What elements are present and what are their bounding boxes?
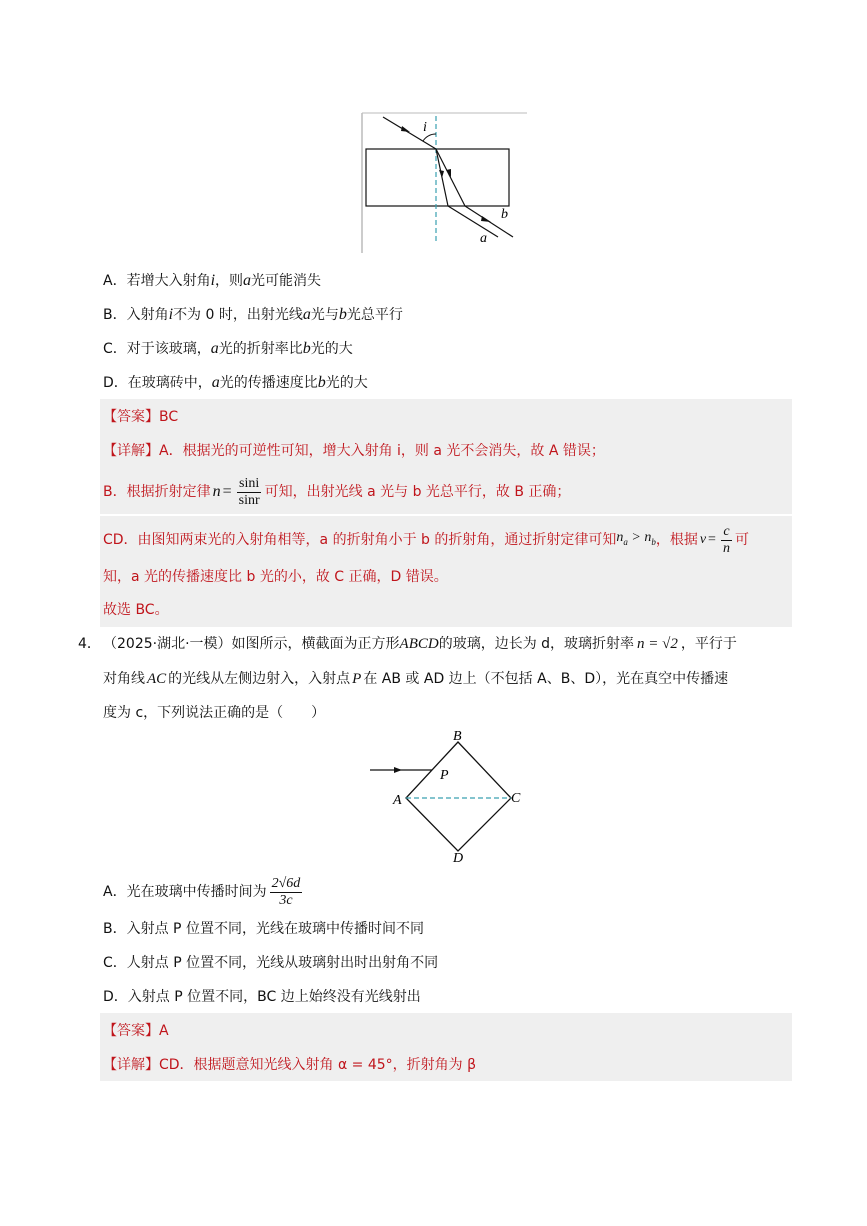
time-fraction: $\frac{2√6d}{3c}$: [271, 875, 301, 908]
vertex-d-label: D: [453, 851, 464, 866]
q3-detail-line-3: CD．由图知两束光的入射角相等，a 的折射角小于 b 的折射角，通过折射定律可知 $n_a > n_b$ ，根据 v = $\frac{c}{n}$ 可: [103, 523, 749, 556]
q3-option-c: C．对于该玻璃，a光的折射率比b光的大: [103, 340, 353, 357]
q4-stem-line-3: 度为 c，下列说法正确的是（ ）: [103, 705, 326, 721]
q3-detail-line-4: 知，a 光的传播速度比 b 光的小，故 C 正确，D 错误。: [103, 569, 448, 585]
q4-option-c: C．人射点 P 位置不同，光线从玻璃射出时出射角不同: [103, 955, 439, 971]
q3-option-b: B．入射角i不为 0 时，出射光线a光与b光总平行: [103, 306, 403, 323]
square-glass-figure: [366, 728, 536, 868]
ray-a-label: a: [480, 231, 487, 246]
q4-option-b: B．入射点 P 位置不同，光线在玻璃中传播时间不同: [103, 921, 424, 937]
q3-answer-box: [100, 399, 792, 627]
refraction-slab-figure: [361, 112, 529, 254]
q4-number: 4．: [78, 636, 101, 652]
q3-answer: 【答案】BC: [103, 409, 179, 425]
q4-option-a: A．光在玻璃中传播时间为 $\frac{2√6d}{3c}$: [103, 875, 301, 908]
vertex-c-label: C: [511, 791, 521, 806]
ray-b-label: b: [501, 207, 508, 222]
q3-detail-line-1: 【详解】A．根据光的可逆性可知，增大入射角 i，则 a 光不会消失，故 A 错误；: [103, 443, 605, 459]
angle-i-label: i: [423, 120, 427, 135]
q3-option-a: A．若增大入射角i，则a光可能消失: [103, 272, 322, 289]
vertex-b-label: B: [453, 729, 462, 744]
snell-fraction: $\frac{\sin i}{\sin r}$: [238, 475, 260, 508]
q4-stem-line-2: 对角线 AC 的光线从左侧边射入，入射点 P 在 AB 或 AD 边上（不包括 A、B、D），光在真空中传播速: [103, 671, 729, 687]
q3-detail-line-2: B．根据折射定律 n = $\frac{\sin i}{\sin r}$ 可知，出射光线 a 光与 b 光总平行，故 B 正确；: [103, 475, 571, 508]
velocity-fraction: $\frac{c}{n}$: [722, 523, 730, 556]
vertex-a-label: A: [393, 793, 402, 808]
q4-stem-line-1: （2025·湖北·一模）如图所示，横截面为正方形ABCD的玻璃，边长为 d，玻璃折射率 n = √2 ，平行于: [103, 636, 737, 652]
q4-answer: 【答案】A: [103, 1023, 169, 1039]
q3-detail-line-5: 故选 BC。: [103, 602, 169, 618]
q4-detail-line-1: 【详解】CD．根据题意知光线入射角 α = 45°，折射角为 β: [103, 1057, 477, 1073]
q4-option-d: D．入射点 P 位置不同，BC 边上始终没有光线射出: [103, 989, 421, 1005]
q3-option-d: D．在玻璃砖中，a光的传播速度比b光的大: [103, 374, 368, 391]
point-p-label: P: [440, 768, 449, 783]
